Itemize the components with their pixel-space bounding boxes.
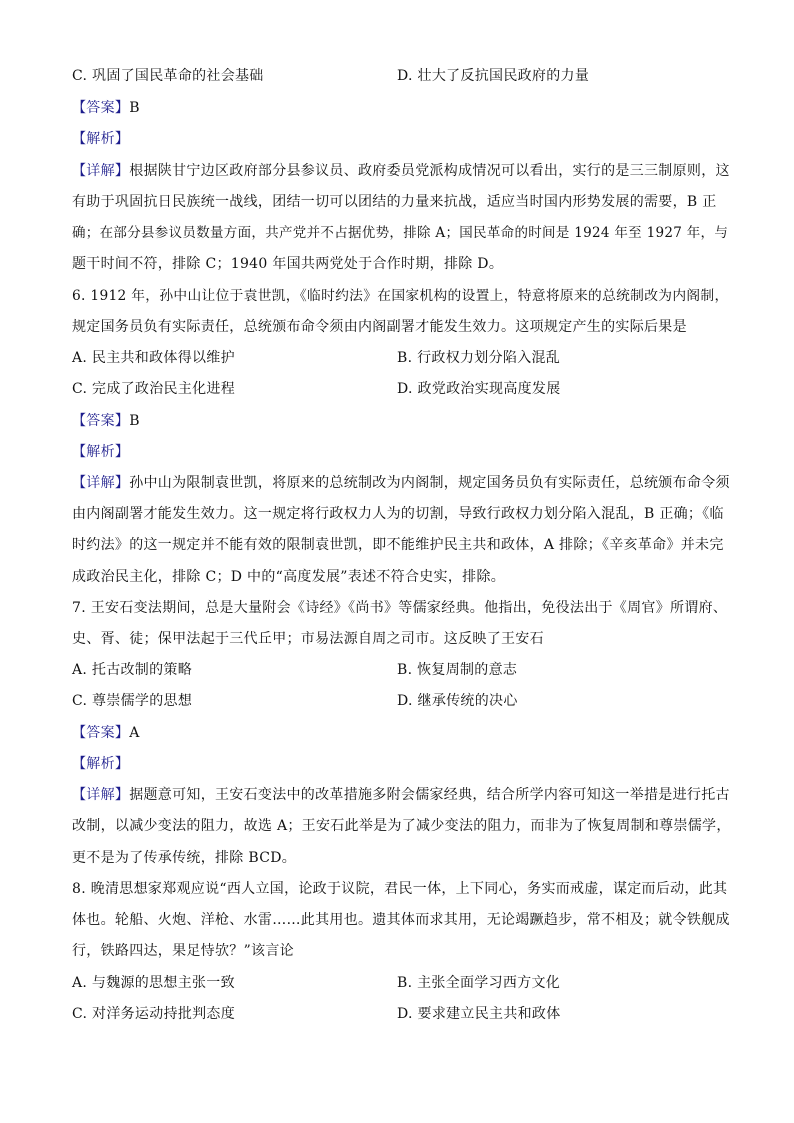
q6-answer <box>72 413 140 429</box>
q8-stem-line-1: 8. 晚清思想家郑观应说“西人立国，论政于议院，君民一体，上下同心，务实而戒虚，谋定而后动，此其 <box>72 881 728 897</box>
q6-stem-line-1: 6. 1912 年，孙中山让位于袁世凯，《临时约法》在国家机构的设置上，特意将原来的总统制改为内阁制， <box>72 288 729 304</box>
q8-option-d: D. 要求建立民主共和政体 <box>397 1006 561 1022</box>
q5-detail-line-2: 有助于巩固抗日民族统一战线，团结一切可以团结的力量来抗战，适应当时国内形势发展的需要，B 正 <box>72 194 717 210</box>
detail-text: 根据陕甘宁边区政府部分县参议员、政府委员党派构成情况可以看出，实行的是三三制原则，这 <box>129 163 730 179</box>
answer-value: B <box>129 413 140 429</box>
q6-stem-line-2: 规定国务员负有实际责任，总统颁布命令须由内阁副署才能发生效力。这项规定产生的实际后果是 <box>72 319 687 335</box>
q5-answer <box>72 100 140 116</box>
q7-analysis-tag <box>72 756 129 772</box>
analysis-tag: 【解析】 <box>72 131 130 147</box>
q7-stem-line-2: 史、胥、徒；保甲法起于三代丘甲；市易法源自周之司市。这反映了王安石 <box>72 631 544 647</box>
q5-detail-line-3: 确；在部分县参议员数量方面，共产党并不占据优势，排除 A；国民革命的时间是 1924 年至 1927 年，与 <box>72 225 729 241</box>
q6-detail-line-2: 由内阁副署才能发生效力。这一规定将行政权力人为的切割，导致行政权力划分陷入混乱，B 正确；《临 <box>72 506 724 522</box>
q8-stem-line-3: 行，铁路四达，果足恃欤？”该言论 <box>72 943 294 959</box>
detail-text: 孙中山为限制袁世凯，将原来的总统制改为内阁制，规定国务员负有实际责任，总统颁布命令须 <box>129 475 730 491</box>
detail-tag: 【详解】 <box>72 475 130 491</box>
q5-analysis-tag <box>72 131 129 147</box>
q8-option-b: B. 主张全面学习西方文化 <box>397 975 561 991</box>
q6-option-b: B. 行政权力划分陷入混乱 <box>397 350 561 366</box>
q6-detail-line-4: 成政治民主化，排除 C；D 中的“高度发展”表述不符合史实，排除。 <box>72 569 506 585</box>
q6-option-c: C. 完成了政治民主化进程 <box>72 381 236 397</box>
detail-tag: 【详解】 <box>72 787 130 803</box>
q5-option-c: C. 巩固了国民革命的社会基础 <box>72 68 264 84</box>
q7-detail-line-3: 更不是为了传承传统，排除 BCD。 <box>72 850 297 866</box>
answer-tag: 【答案】 <box>72 413 130 429</box>
q7-detail-line-1 <box>72 787 730 803</box>
q7-detail-line-2: 改制，以减少变法的阻力，故选 A；王安石此举是为了减少变法的阻力，而非为了恢复周制和尊崇儒学， <box>72 818 731 834</box>
analysis-tag: 【解析】 <box>72 444 130 460</box>
q7-stem-line-1: 7. 王安石变法期间，总是大量附会《诗经》《尚书》等儒家经典。他指出，免役法出于《周官》所谓府、 <box>72 600 728 616</box>
q7-option-d: D. 继承传统的决心 <box>397 693 518 709</box>
q6-option-a: A. 民主共和政体得以维护 <box>72 350 235 366</box>
q7-option-a: A. 托古改制的策略 <box>72 662 193 678</box>
answer-value: A <box>129 725 140 741</box>
detail-text: 据题意可知，王安石变法中的改革措施多附会儒家经典，结合所学内容可知这一举措是进行托古 <box>129 787 730 803</box>
q6-option-d: D. 政党政治实现高度发展 <box>397 381 561 397</box>
q5-detail-line-4: 题干时间不符，排除 C；1940 年国共两党处于合作时期，排除 D。 <box>72 256 504 272</box>
q6-detail-line-1 <box>72 475 730 491</box>
answer-tag: 【答案】 <box>72 725 130 741</box>
q5-detail-line-1 <box>72 163 730 179</box>
q7-answer <box>72 725 140 741</box>
detail-tag: 【详解】 <box>72 163 130 179</box>
q8-option-a: A. 与魏源的思想主张一致 <box>72 975 235 991</box>
answer-value: B <box>129 100 140 116</box>
q6-analysis-tag <box>72 444 129 460</box>
answer-tag: 【答案】 <box>72 100 130 116</box>
q8-stem-line-2: 体也。轮船、火炮、洋枪、水雷……此其用也。遗其体而求其用，无论竭蹶趋步，常不相及；就令铁舰成 <box>72 912 730 928</box>
q7-option-b: B. 恢复周制的意志 <box>397 662 518 678</box>
analysis-tag: 【解析】 <box>72 756 130 772</box>
q8-option-c: C. 对洋务运动持批判态度 <box>72 1006 236 1022</box>
q7-option-c: C. 尊崇儒学的思想 <box>72 693 193 709</box>
q5-option-d: D. 壮大了反抗国民政府的力量 <box>397 68 590 84</box>
q6-detail-line-3: 时约法》的这一规定并不能有效的限制袁世凯，即不能维护民主共和政体，A 排除；《辛亥革命》并未完 <box>72 537 724 553</box>
